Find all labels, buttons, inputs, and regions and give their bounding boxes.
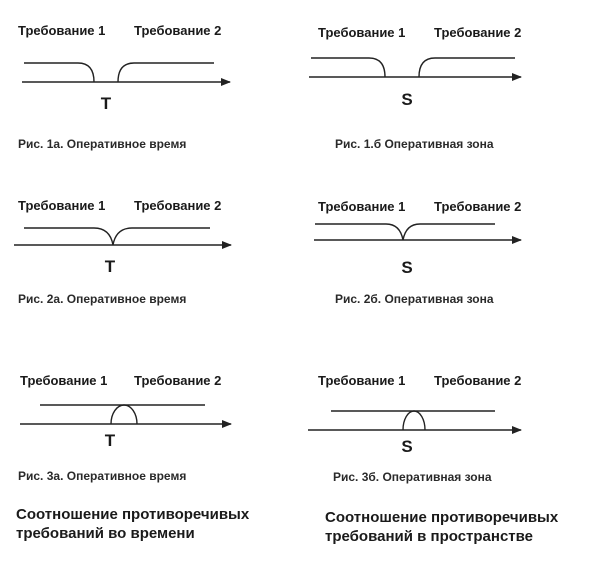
axis-label-t: T xyxy=(104,257,116,276)
requirement-2-label: Требование 2 xyxy=(434,373,522,388)
requirement-1-label: Требование 1 xyxy=(18,198,106,213)
requirement-1-curve xyxy=(315,224,403,240)
caption-fig-1b: Рис. 1.б Оперативная зона xyxy=(335,137,494,151)
requirement-2-curve xyxy=(113,228,210,245)
requirement-2-label: Требование 2 xyxy=(134,373,222,388)
axis-label-s: S xyxy=(401,437,413,456)
requirement-1-label: Требование 1 xyxy=(18,23,106,38)
caption-fig-3b: Рис. 3б. Оперативная зона xyxy=(333,470,492,484)
requirement-2-curve xyxy=(118,63,214,82)
requirement-1-curve xyxy=(24,63,94,82)
requirement-2-label: Требование 2 xyxy=(134,23,222,38)
requirement-1-curve xyxy=(311,58,385,77)
requirement-1-label: Требование 1 xyxy=(318,373,406,388)
requirement-overlap-arc xyxy=(403,411,425,430)
axis-label-s: S xyxy=(401,90,413,109)
caption-fig-3a: Рис. 3а. Оперативное время xyxy=(18,469,187,483)
caption-fig-2b: Рис. 2б. Оперативная зона xyxy=(335,292,494,306)
figure-2a xyxy=(14,198,231,306)
requirement-1-label: Требование 1 xyxy=(318,199,406,214)
figure-1b xyxy=(309,25,521,151)
summary-space-line-2: требований в пространстве xyxy=(325,528,534,545)
figure-1a xyxy=(18,23,230,151)
caption-fig-2a: Рис. 2а. Оперативное время xyxy=(18,292,187,306)
axis-label-t: T xyxy=(100,94,112,113)
summary-time xyxy=(16,506,250,542)
requirement-2-label: Требование 2 xyxy=(134,198,222,213)
requirement-1-label: Требование 1 xyxy=(318,25,406,40)
summary-time-line-2: требований во времени xyxy=(16,525,195,542)
figure-3b xyxy=(308,373,521,484)
axis-label-s: S xyxy=(401,258,413,277)
requirement-2-label: Требование 2 xyxy=(434,25,522,40)
requirement-overlap-arc xyxy=(111,405,137,424)
summary-space-line-1: Соотношение противоречивых xyxy=(325,509,559,526)
summary-space xyxy=(325,509,559,545)
caption-fig-1a: Рис. 1а. Оперативное время xyxy=(18,137,187,151)
figure-3a xyxy=(18,373,231,483)
figure-2b xyxy=(314,199,521,306)
summary-time-line-1: Соотношение противоречивых xyxy=(16,506,250,523)
requirement-1-label: Требование 1 xyxy=(20,373,108,388)
axis-label-t: T xyxy=(104,431,116,450)
requirement-2-curve xyxy=(403,224,495,240)
requirement-2-label: Требование 2 xyxy=(434,199,522,214)
requirement-2-curve xyxy=(419,58,515,77)
requirement-1-curve xyxy=(24,228,113,245)
